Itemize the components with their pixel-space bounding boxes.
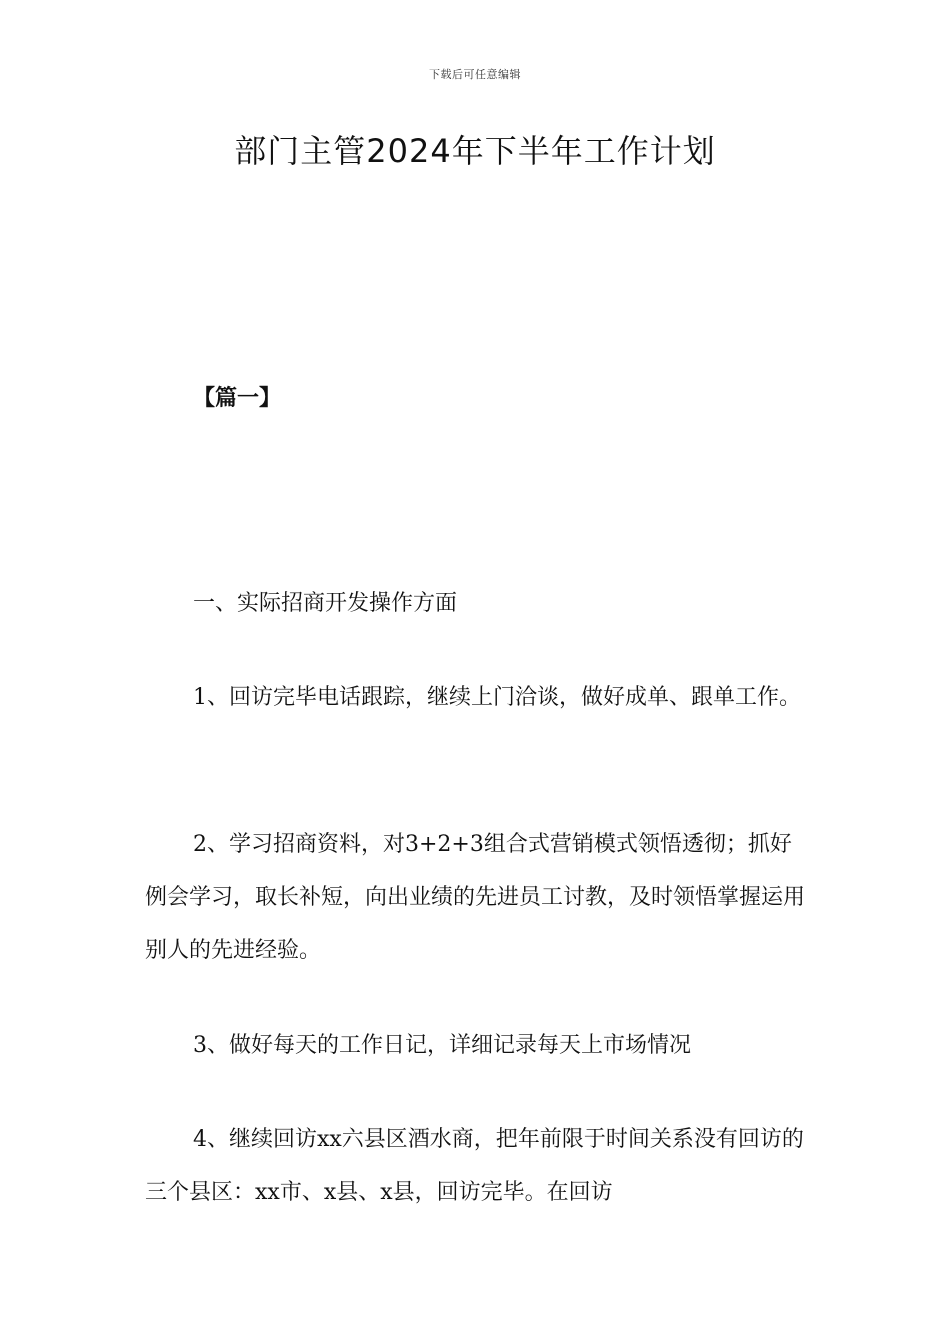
header-note: 下载后可任意编辑 <box>429 68 521 81</box>
section-heading: 一、实际招商开发操作方面 <box>193 591 458 616</box>
paragraph-1: 1、回访完毕电话跟踪，继续上门洽谈，做好成单、跟单工作。 <box>193 685 801 710</box>
section-tag: 【篇一】 <box>193 386 282 411</box>
paragraph-2: 2、学习招商资料，对3+2+3组合式营销模式领悟透彻；抓好例会学习，取长补短，向出业绩的先进员工讨教，及时领悟掌握运用别人的先进经验。 <box>145 832 806 963</box>
paragraph-3: 3、做好每天的工作日记，详细记录每天上市场情况 <box>193 1033 691 1058</box>
paragraph-4: 4、继续回访xx六县区酒水商，把年前限于时间关系没有回访的三个县区：xx市、x县、x县，回访完毕。在回访 <box>145 1127 804 1205</box>
document-title: 部门主管2024年下半年工作计划 <box>234 132 716 170</box>
